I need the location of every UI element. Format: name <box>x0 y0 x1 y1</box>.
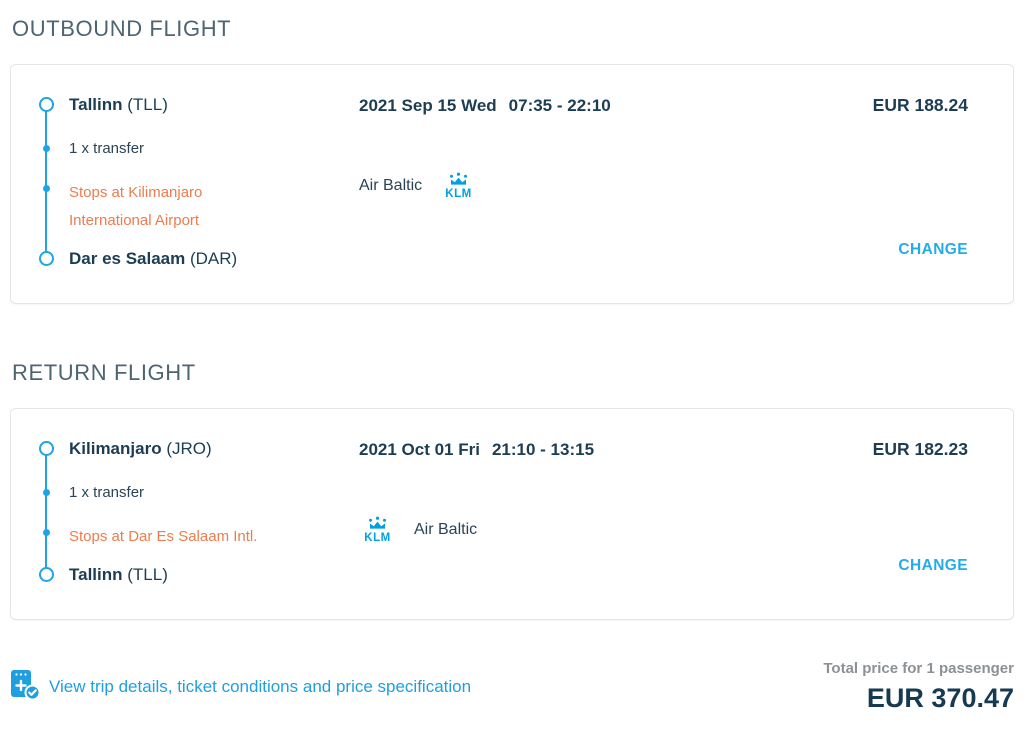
return-airline-row <box>359 516 778 543</box>
total-price-value: EUR 370.47 <box>866 683 1014 713</box>
svg-text:KLM: KLM <box>364 532 391 543</box>
return-times: 21:10 - 13:15 <box>491 440 595 459</box>
outbound-transfer <box>69 139 359 158</box>
outbound-details <box>359 95 778 269</box>
outbound-flight-card <box>10 64 1014 304</box>
return-flight-card <box>10 408 1014 620</box>
outbound-datetime <box>359 96 778 116</box>
origin-city: Kilimanjaro <box>69 439 162 458</box>
return-datetime <box>359 440 778 460</box>
outbound-price: EUR 188.24 <box>872 95 968 115</box>
view-trip-details-link[interactable] <box>10 668 471 714</box>
footer <box>10 660 1014 714</box>
transfer-label: 1 x transfer <box>69 484 145 501</box>
return-stops <box>69 523 284 551</box>
destination-circle-icon <box>39 251 54 266</box>
outbound-section-title: OUTBOUND FLIGHT <box>12 16 232 41</box>
outbound-destination-station <box>69 249 359 269</box>
origin-circle-icon <box>39 441 54 456</box>
svg-text:KLM: KLM <box>445 188 472 199</box>
return-origin-station <box>69 439 359 459</box>
destination-city: Tallinn <box>69 565 123 584</box>
total-price-box <box>823 660 1014 714</box>
klm-crown-logo-icon <box>359 516 396 543</box>
return-details <box>359 439 778 585</box>
route-line <box>45 453 47 571</box>
transfer-dot-icon <box>43 145 50 152</box>
stops-label: Stops at Kilimanjaro International Airport <box>69 184 203 229</box>
airline-name: Air Baltic <box>414 520 478 538</box>
return-price: EUR 182.23 <box>872 439 968 459</box>
return-price-col <box>778 439 968 585</box>
destination-code: (TLL) <box>127 565 168 584</box>
transfer-label: 1 x transfer <box>69 140 145 157</box>
destination-city: Dar es Salaam <box>69 249 186 268</box>
outbound-origin-station <box>69 95 359 115</box>
outbound-route <box>39 95 359 269</box>
return-section-title: RETURN FLIGHT <box>12 360 196 385</box>
origin-code: (JRO) <box>166 439 212 458</box>
outbound-price-col <box>778 95 968 269</box>
return-route <box>39 439 359 585</box>
return-date: 2021 Oct 01 Fri <box>359 440 480 459</box>
return-change-button[interactable]: CHANGE <box>898 557 968 574</box>
origin-circle-icon <box>39 97 54 112</box>
origin-code: (TLL) <box>127 95 168 114</box>
outbound-stops <box>69 179 284 235</box>
outbound-airline-row <box>359 172 778 199</box>
total-price-label: Total price for 1 passenger <box>823 660 1014 677</box>
return-destination-station <box>69 565 359 585</box>
destination-circle-icon <box>39 567 54 582</box>
stops-label: Stops at Dar Es Salaam Intl. <box>69 528 258 545</box>
route-line <box>45 109 47 255</box>
return-transfer <box>69 483 359 502</box>
transfer-dot-icon <box>43 489 50 496</box>
stops-dot-icon <box>43 185 50 192</box>
klm-crown-logo-icon <box>440 172 477 199</box>
stops-dot-icon <box>43 529 50 536</box>
details-link-label: View trip details, ticket conditions and price specification <box>49 677 472 696</box>
outbound-times: 07:35 - 22:10 <box>508 96 611 115</box>
origin-city: Tallinn <box>69 95 123 114</box>
destination-code: (DAR) <box>189 249 238 268</box>
airline-name: Air Baltic <box>359 176 423 194</box>
outbound-change-button[interactable]: CHANGE <box>898 241 968 258</box>
ticket-check-icon <box>10 668 41 706</box>
outbound-date: 2021 Sep 15 Wed <box>359 96 497 115</box>
